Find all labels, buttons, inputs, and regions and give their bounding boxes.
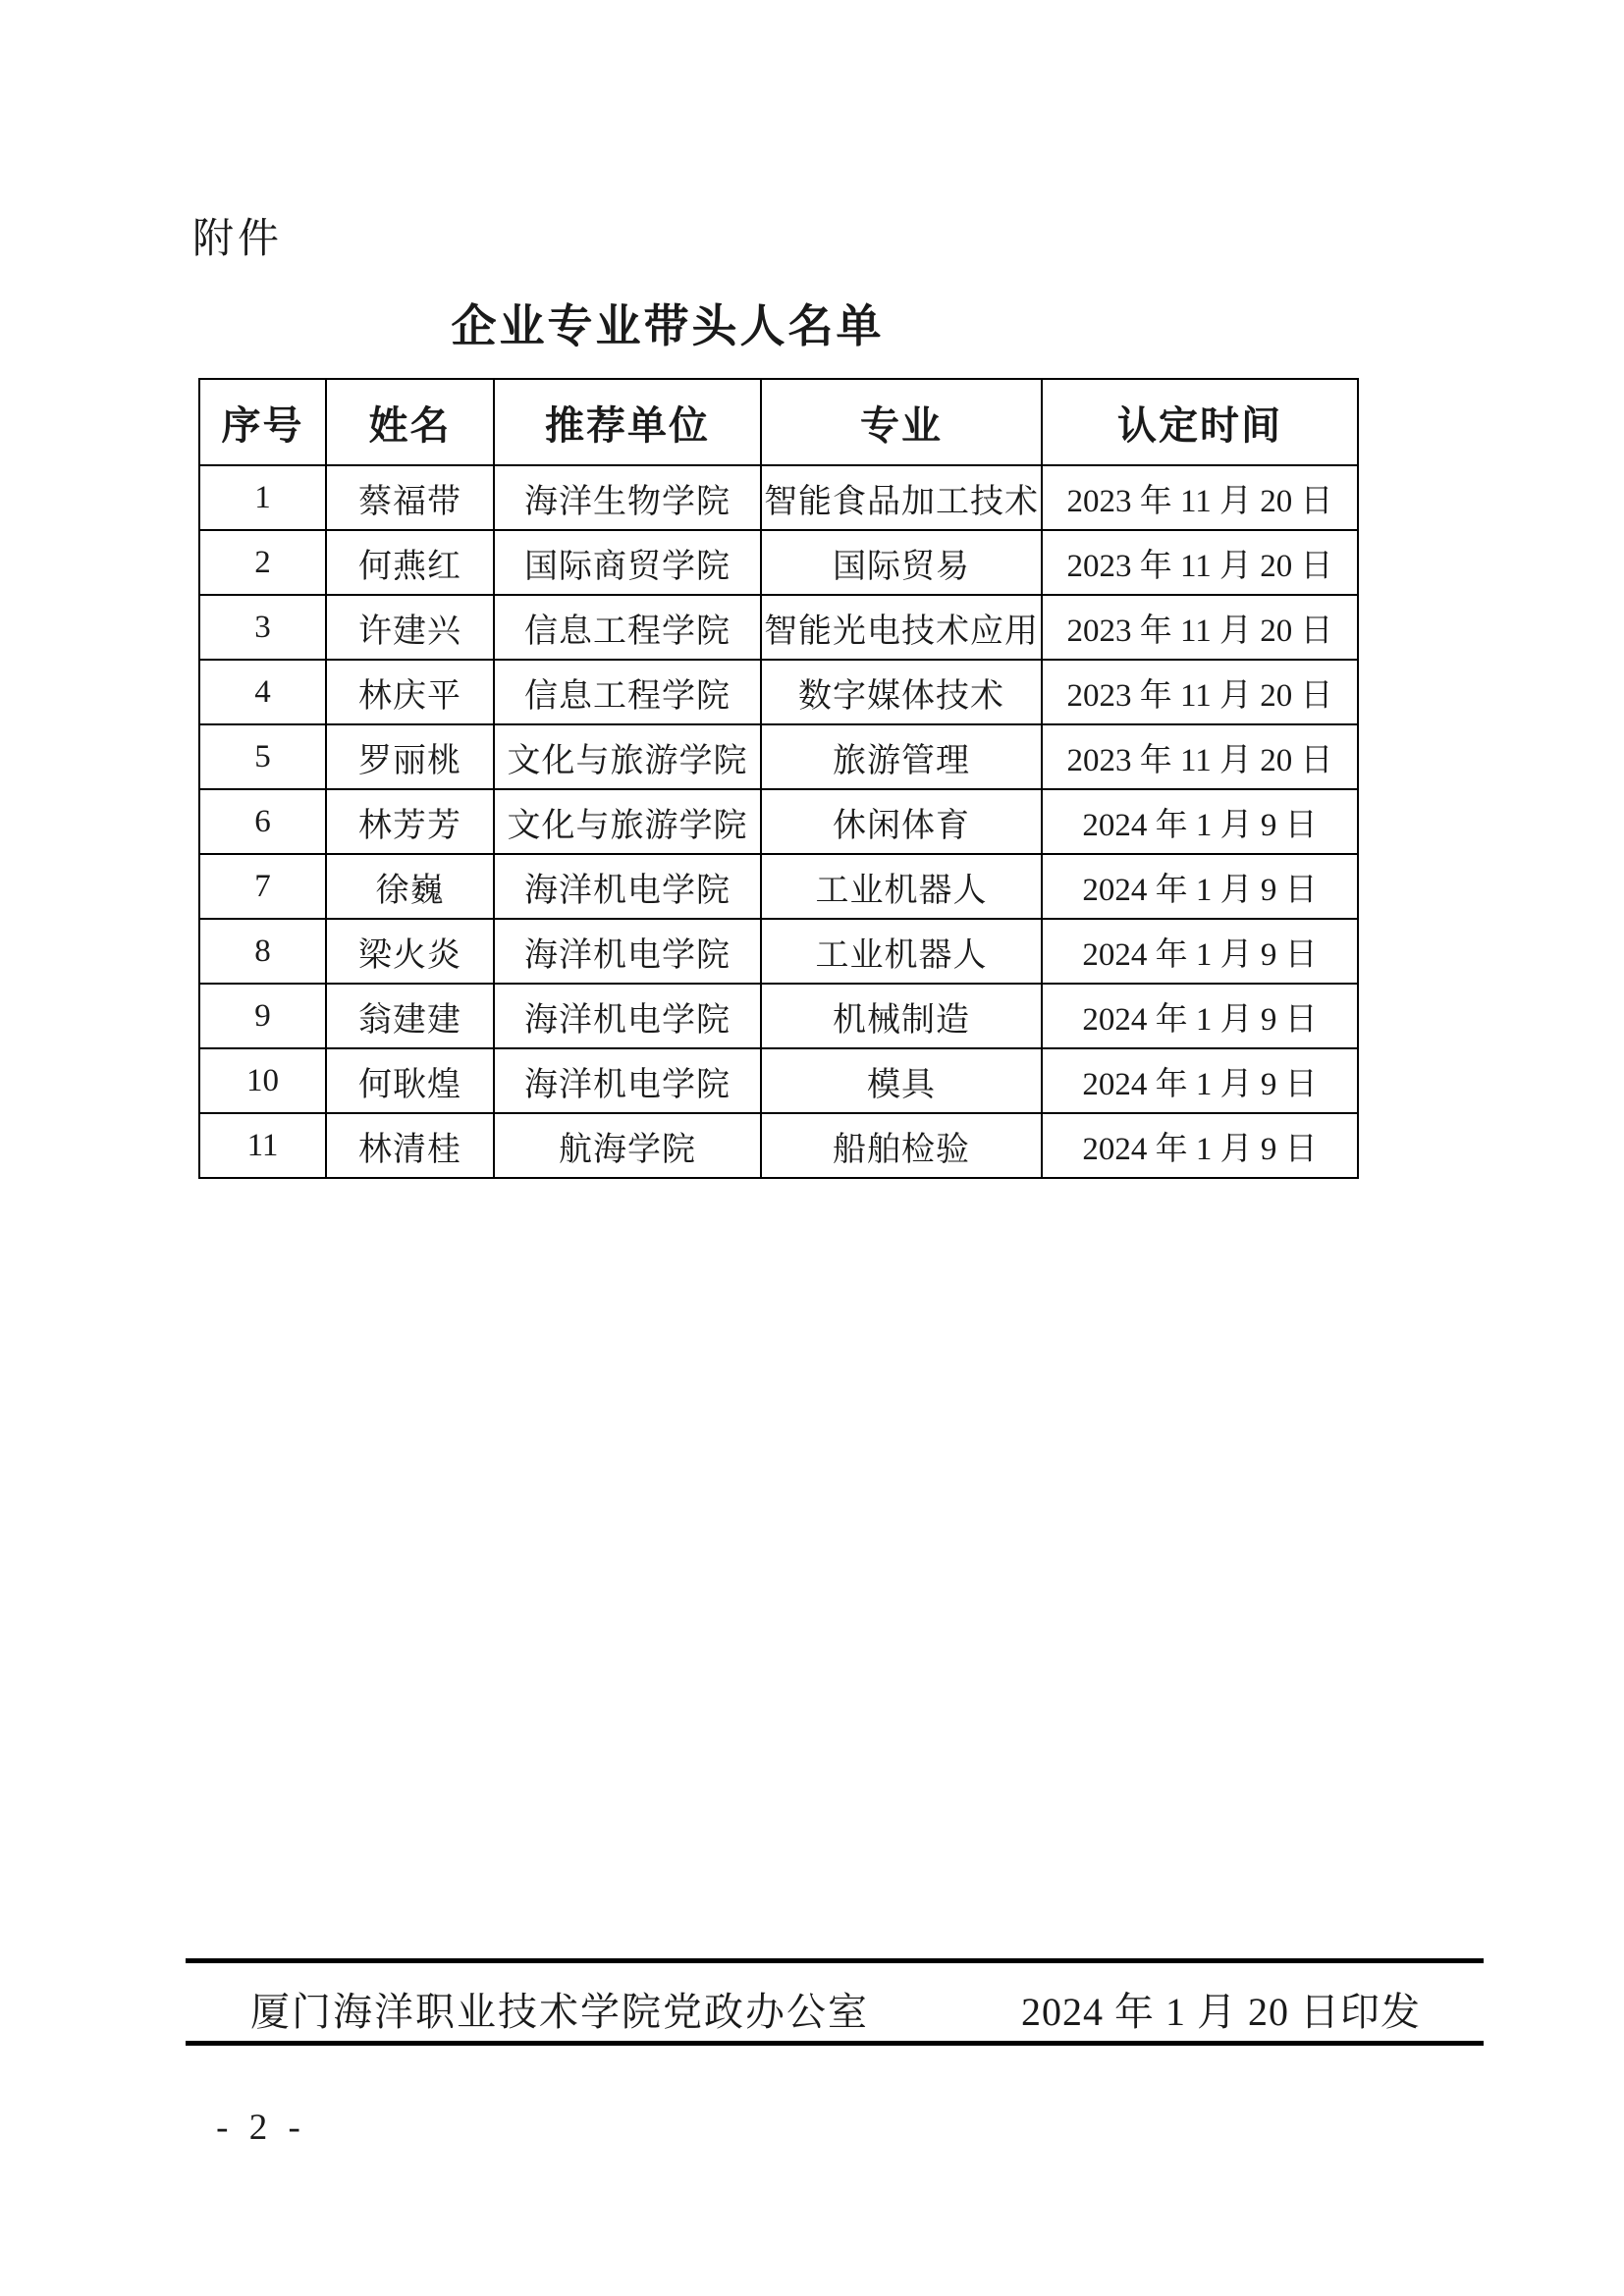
cell-date: 2024 年 1 月 9 日 [1042,1048,1358,1113]
cell-name: 何燕红 [326,530,494,595]
cell-unit: 文化与旅游学院 [494,724,761,789]
cell-name: 林清桂 [326,1113,494,1178]
cell-date: 2023 年 11 月 20 日 [1042,660,1358,724]
cell-major: 工业机器人 [761,854,1042,919]
cell-index: 2 [199,530,326,595]
cell-major: 国际贸易 [761,530,1042,595]
column-header-name: 姓名 [326,379,494,465]
cell-unit: 文化与旅游学院 [494,789,761,854]
colophon-row [186,1981,1484,2037]
table-row [199,854,1358,919]
table-header-row [199,379,1358,465]
cell-unit: 海洋机电学院 [494,1048,761,1113]
table-row [199,465,1358,530]
cell-date: 2024 年 1 月 9 日 [1042,984,1358,1048]
table-row [199,595,1358,660]
cell-major: 智能光电技术应用 [761,595,1042,660]
cell-name: 许建兴 [326,595,494,660]
cell-name: 蔡福带 [326,465,494,530]
cell-date: 2023 年 11 月 20 日 [1042,595,1358,660]
table-body [199,465,1358,1178]
column-header-unit: 推荐单位 [494,379,761,465]
issuing-office: 厦门海洋职业技术学院党政办公室 [250,1990,869,2034]
cell-name: 林芳芳 [326,789,494,854]
cell-unit: 信息工程学院 [494,595,761,660]
table-row [199,919,1358,984]
table-row [199,1113,1358,1178]
cell-unit: 海洋生物学院 [494,465,761,530]
cell-index: 11 [199,1113,326,1178]
cell-index: 10 [199,1048,326,1113]
cell-unit: 信息工程学院 [494,660,761,724]
cell-date: 2023 年 11 月 20 日 [1042,530,1358,595]
print-date: 2024 年 1 月 20 日印发 [1021,1990,1421,2034]
cell-index: 3 [199,595,326,660]
cell-date: 2024 年 1 月 9 日 [1042,919,1358,984]
table-row [199,724,1358,789]
cell-unit: 国际商贸学院 [494,530,761,595]
table-row [199,789,1358,854]
roster-table [198,378,1359,1179]
cell-name: 徐巍 [326,854,494,919]
footer-bottom-rule [186,2041,1484,2046]
cell-date: 2023 年 11 月 20 日 [1042,724,1358,789]
cell-date: 2024 年 1 月 9 日 [1042,789,1358,854]
column-header-date: 认定时间 [1042,379,1358,465]
cell-unit: 海洋机电学院 [494,984,761,1048]
cell-date: 2024 年 1 月 9 日 [1042,1113,1358,1178]
cell-major: 工业机器人 [761,919,1042,984]
cell-major: 休闲体育 [761,789,1042,854]
cell-major: 机械制造 [761,984,1042,1048]
table-row [199,660,1358,724]
cell-unit: 海洋机电学院 [494,854,761,919]
cell-major: 数字媒体技术 [761,660,1042,724]
cell-date: 2024 年 1 月 9 日 [1042,854,1358,919]
cell-date: 2023 年 11 月 20 日 [1042,465,1358,530]
cell-index: 4 [199,660,326,724]
cell-major: 船舶检验 [761,1113,1042,1178]
cell-index: 7 [199,854,326,919]
cell-index: 8 [199,919,326,984]
cell-unit: 航海学院 [494,1113,761,1178]
page-number: - 2 - [216,2108,306,2148]
attachment-label: 附件 [192,217,284,262]
cell-major: 模具 [761,1048,1042,1113]
cell-index: 1 [199,465,326,530]
column-header-index: 序号 [199,379,326,465]
cell-name: 何耿煌 [326,1048,494,1113]
cell-major: 智能食品加工技术 [761,465,1042,530]
cell-name: 梁火炎 [326,919,494,984]
cell-name: 翁建建 [326,984,494,1048]
cell-index: 9 [199,984,326,1048]
table-row [199,984,1358,1048]
cell-name: 林庆平 [326,660,494,724]
page-title: 企业专业带头人名单 [451,301,885,351]
roster-table-container [198,378,1357,1179]
cell-name: 罗丽桃 [326,724,494,789]
footer-top-rule [186,1958,1484,1963]
cell-major: 旅游管理 [761,724,1042,789]
table-row [199,1048,1358,1113]
cell-unit: 海洋机电学院 [494,919,761,984]
table-row [199,530,1358,595]
cell-index: 6 [199,789,326,854]
cell-index: 5 [199,724,326,789]
column-header-major: 专业 [761,379,1042,465]
